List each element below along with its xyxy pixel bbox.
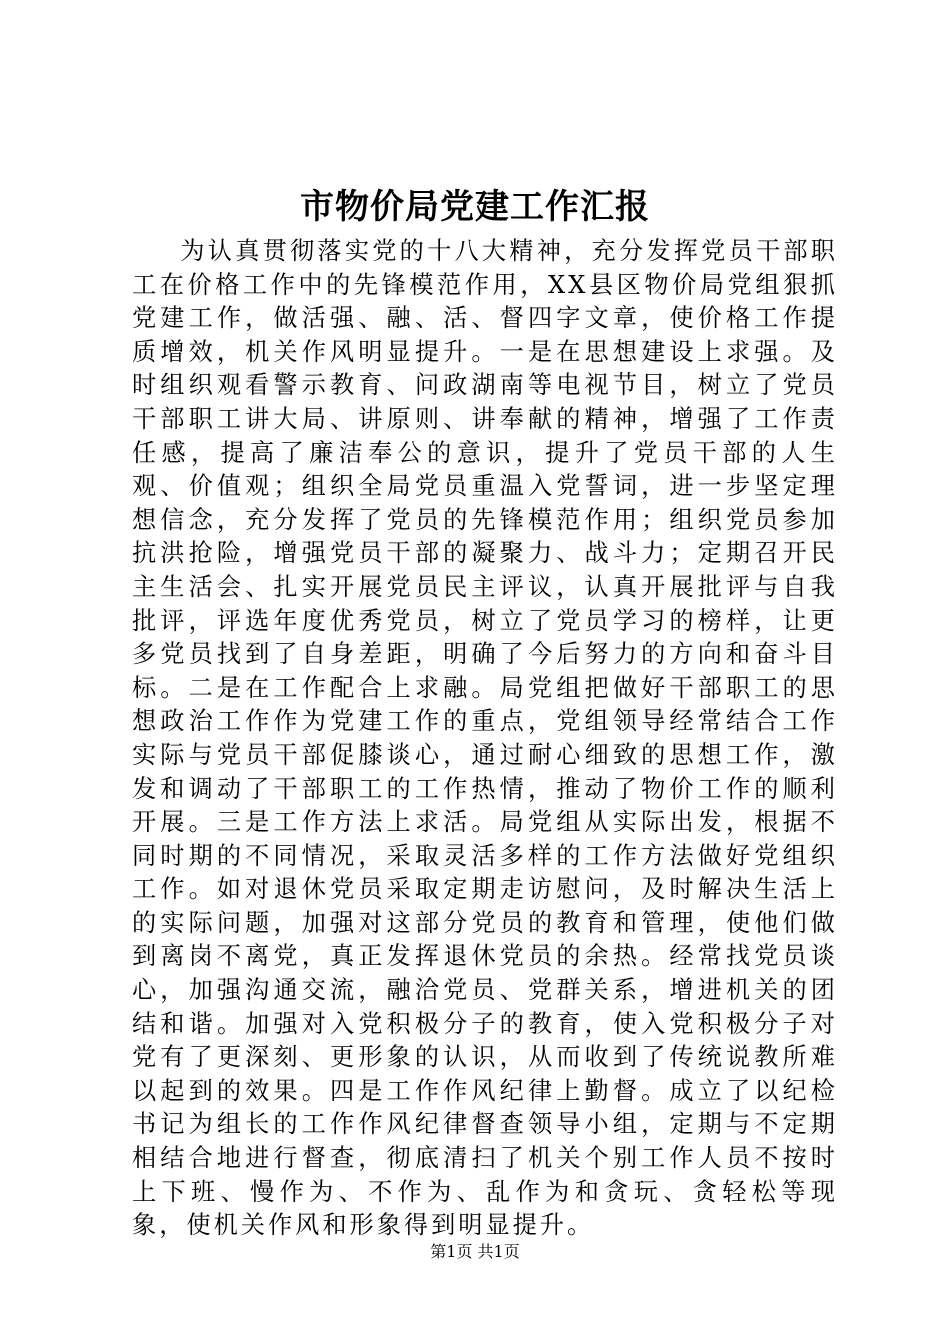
document-body-paragraph: 为认真贯彻落实党的十八大精神，充分发挥党员干部职工在价格工作中的先锋模范作用，XX县区物价局党组狠抓党建工作，做活强、融、活、督四字文章，使价格工作提质增效，机关作风明显提升。一是在思想建设上求强。及时组织观看警示教育、问政湖南等电视节目，树立了党员干部职工讲大局、讲原则、讲奉献的精神，增强了工作责任感，提高了廉洁奉公的意识，提升了党员干部的人生观、价值观；组织全局党员重温入党誓词，进一步坚定理想信念，充分发挥了党员的先锋模范作用；组织党员参加抗洪抢险，增强党员干部的凝聚力、战斗力；定期召开民主生活会、扎实开展党员民主评议，认真开展批评与自我批评，评选年度优秀党员，树立了党员学习的榜样，让更多党员找到了自身差距，明确了今后努力的方向和奋斗目标。二是在工作配合上求融。局党组把做好干部职工的思想政治工作作为党建工作的重点，党组领导经常结合工作实际与党员干部促膝谈心，通过耐心细致的思想工作，激发和调动了干部职工的工作热情，推动了物价工作的顺利开展。三是工作方法上求活。局党组从实际出发，根据不同时期的不同情况，采取灵活多样的工作方法做好党组织工作。如对退休党员采取定期走访慰问，及时解决生活上的实际问题，加强对这部分党员的教育和管理，使他们做到离岗不离党，真正发挥退休党员的余热。经常找党员谈心，加强沟通交流，融洽党员、党群关系，增进机关的团结和谐。加强对入党积极分子的教育，使入党积极分子对党有了更深刻、更形象的认识，从而收到了传统说教所难以起到的效果。四是工作作风纪律上勤督。成立了以纪检书记为组长的工作作风纪律督查领导小组，定期与不定期相结合地进行督查，彻底清扫了机关个别工作人员不按时上下班、慢作为、不作为、乱作为和贪玩、贪轻松等现象，使机关作风和形象得到明显提升。 — [132, 237, 838, 1240]
document-title: 市物价局党建工作汇报 — [300, 187, 650, 227]
page-footer: 第1页 共1页 — [430, 1242, 520, 1261]
